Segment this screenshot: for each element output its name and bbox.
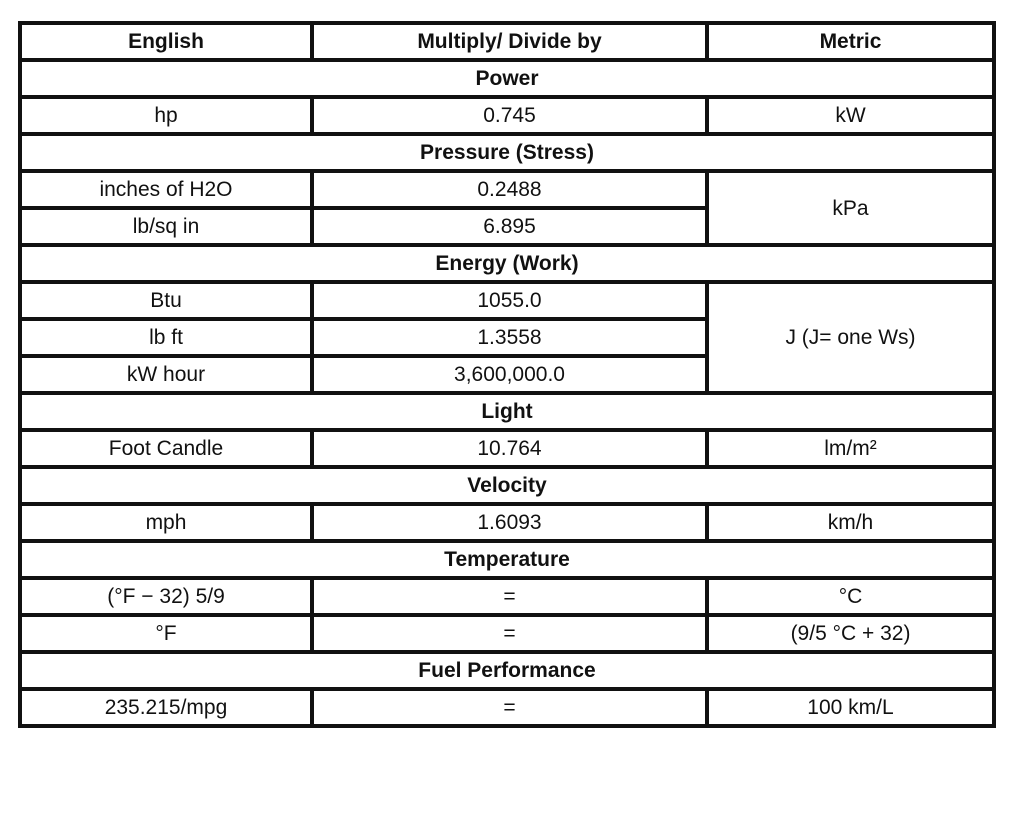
section-title-velocity: Velocity [20, 467, 994, 504]
section-title-pressure: Pressure (Stress) [20, 134, 994, 171]
section-light [20, 393, 994, 430]
factor-cell: 3,600,000.0 [312, 356, 707, 393]
section-power [20, 60, 994, 97]
metric-cell: J (J= one Ws) [707, 282, 994, 393]
metric-cell: km/h [707, 504, 994, 541]
table-row [20, 282, 994, 319]
section-pressure [20, 134, 994, 171]
english-cell: lb ft [20, 319, 312, 356]
english-cell: hp [20, 97, 312, 134]
table-row [20, 430, 994, 467]
header-metric: Metric [707, 23, 994, 60]
metric-cell: °C [707, 578, 994, 615]
english-cell: Btu [20, 282, 312, 319]
header-row [20, 23, 994, 60]
factor-cell: 10.764 [312, 430, 707, 467]
english-cell: mph [20, 504, 312, 541]
section-title-power: Power [20, 60, 994, 97]
header-factor: Multiply/ Divide by [312, 23, 707, 60]
english-cell: 235.215/mpg [20, 689, 312, 726]
factor-cell: = [312, 615, 707, 652]
conversion-table [18, 21, 996, 728]
table-row [20, 615, 994, 652]
english-cell: kW hour [20, 356, 312, 393]
section-title-energy: Energy (Work) [20, 245, 994, 282]
header-english: English [20, 23, 312, 60]
metric-cell: lm/m² [707, 430, 994, 467]
section-title-fuel: Fuel Performance [20, 652, 994, 689]
section-energy [20, 245, 994, 282]
factor-cell: = [312, 578, 707, 615]
english-cell: (°F − 32) 5/9 [20, 578, 312, 615]
section-title-light: Light [20, 393, 994, 430]
factor-cell: 0.745 [312, 97, 707, 134]
factor-cell: 1.6093 [312, 504, 707, 541]
english-cell: lb/sq in [20, 208, 312, 245]
factor-cell: 1.3558 [312, 319, 707, 356]
metric-cell: kW [707, 97, 994, 134]
metric-cell: (9/5 °C + 32) [707, 615, 994, 652]
section-fuel [20, 652, 994, 689]
english-cell: °F [20, 615, 312, 652]
section-title-temperature: Temperature [20, 541, 994, 578]
metric-cell: kPa [707, 171, 994, 245]
table-row [20, 97, 994, 134]
table-row [20, 504, 994, 541]
factor-cell: 6.895 [312, 208, 707, 245]
factor-cell: 1055.0 [312, 282, 707, 319]
table-row [20, 578, 994, 615]
factor-cell: 0.2488 [312, 171, 707, 208]
table-row [20, 171, 994, 208]
metric-cell: 100 km/L [707, 689, 994, 726]
table-row [20, 689, 994, 726]
english-cell: Foot Candle [20, 430, 312, 467]
english-cell: inches of H2O [20, 171, 312, 208]
section-temperature [20, 541, 994, 578]
section-velocity [20, 467, 994, 504]
factor-cell: = [312, 689, 707, 726]
